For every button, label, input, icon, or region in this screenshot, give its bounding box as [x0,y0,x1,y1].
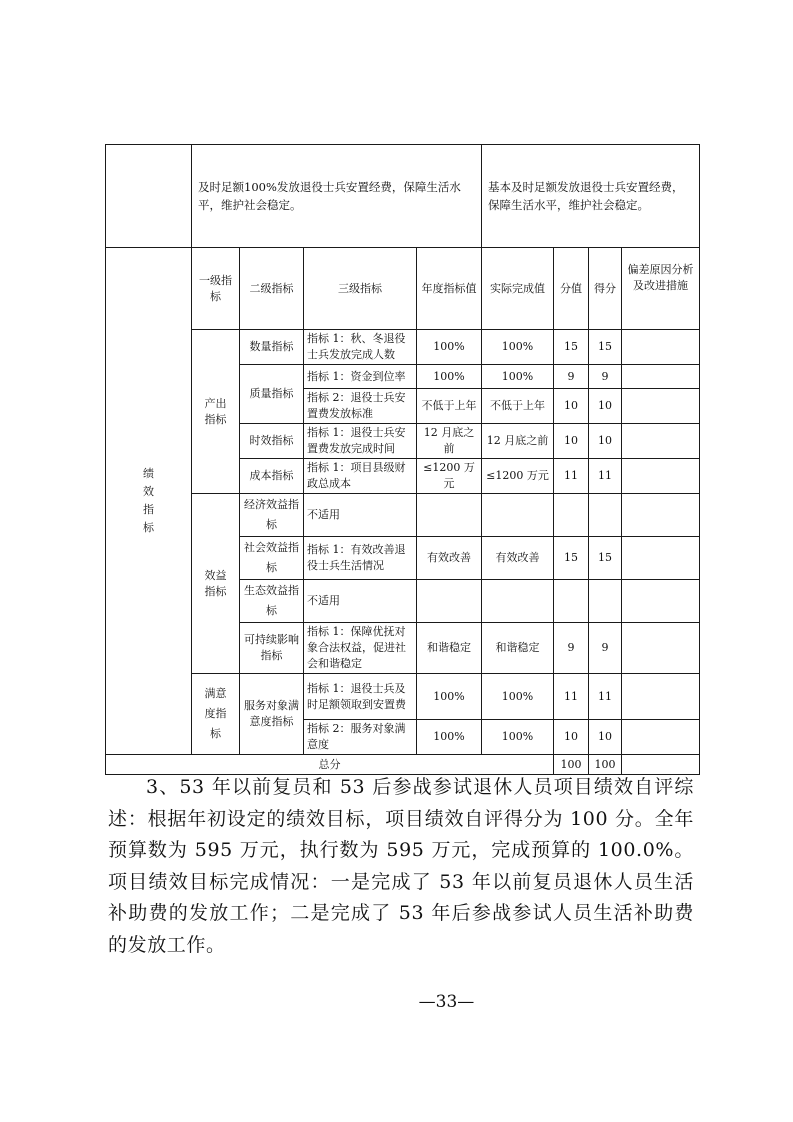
row-weight: 9 [554,365,589,389]
row-score: 15 [589,330,622,365]
header-score: 得分 [589,248,622,330]
row-weight: 11 [554,674,589,720]
row-weight [554,494,589,537]
row-level3: 不适用 [304,494,417,537]
row-level2: 社会效益指标 [240,537,304,580]
header-remark: 偏差原因分析及改进措施 [622,248,700,330]
row-remark [622,623,700,674]
summary-section [108,772,694,961]
row-level3: 指标 1：有效改善退役士兵生活情况 [304,537,417,580]
row-remark [622,674,700,720]
row-actual: 和谐稳定 [482,623,554,674]
row-score: 11 [589,459,622,494]
row-score: 11 [589,674,622,720]
row-level3: 指标 2：服务对象满意度 [304,720,417,755]
row-target: 有效改善 [417,537,482,580]
group-output: 产出指标 [192,330,240,494]
total-score: 100 [589,755,622,775]
row-actual: 有效改善 [482,537,554,580]
header-level2: 二级指标 [240,248,304,330]
row-score [589,494,622,537]
row-target: 不低于上年 [417,389,482,424]
planned-goal: 及时足额100%发放退役士兵安置经费，保障生活水平，维护社会稳定。 [192,145,482,248]
row-score: 10 [589,424,622,459]
row-score: 10 [589,389,622,424]
row-target: 和谐稳定 [417,623,482,674]
row-score: 9 [589,623,622,674]
row-actual: ≤1200 万元 [482,459,554,494]
header-row [106,248,700,330]
row-target: 100% [417,365,482,389]
row-level3: 不适用 [304,580,417,623]
performance-table [105,247,699,775]
row-remark [622,389,700,424]
goals-table [105,144,699,248]
row-actual: 100% [482,720,554,755]
goals-label-cell [106,145,192,248]
row-weight: 10 [554,720,589,755]
row-weight: 15 [554,330,589,365]
row-weight: 11 [554,459,589,494]
row-level3: 指标 1：秋、冬退役士兵发放完成人数 [304,330,417,365]
row-level3: 指标 1：退役士兵及时足额领取到安置费 [304,674,417,720]
row-level3: 指标 1：项目县级财政总成本 [304,459,417,494]
row-level2: 时效指标 [240,424,304,459]
page-number: —33— [418,992,475,1012]
row-remark [622,580,700,623]
row-level3: 指标 1：退役士兵安置费发放完成时间 [304,424,417,459]
row-weight: 9 [554,623,589,674]
row-actual [482,580,554,623]
header-level1: 一级指标 [192,248,240,330]
header-level3: 三级指标 [304,248,417,330]
row-weight [554,580,589,623]
row-actual: 100% [482,330,554,365]
row-score [589,580,622,623]
row-score: 9 [589,365,622,389]
row-actual: 100% [482,365,554,389]
row-score: 15 [589,537,622,580]
group-benefit: 效益指标 [192,494,240,674]
row-score: 10 [589,720,622,755]
row-remark [622,537,700,580]
row-level2: 数量指标 [240,330,304,365]
header-actual: 实际完成值 [482,248,554,330]
row-level2: 经济效益指标 [240,494,304,537]
row-remark [622,459,700,494]
row-level2: 质量指标 [240,365,304,424]
row-weight: 10 [554,389,589,424]
row-remark [622,330,700,365]
table-row [106,494,700,537]
row-target: ≤1200 万元 [417,459,482,494]
summary-paragraph: 3、53 年以前复员和 53 后参战参试退休人员项目绩效自评综述：根据年初设定的绩效目标，项目绩效自评得分为 100 分。全年预算数为 595 万元，执行数为 595 万元，完成预算的 100.0%。项目绩效目标完成情况：一是完成了 53 年以前复员退休人员生活补助费的发放工作；二是完成了 53 年后参战参试人员生活补助费的发放工作。 [108,776,694,956]
row-level2: 成本指标 [240,459,304,494]
row-level2: 生态效益指标 [240,580,304,623]
row-target: 100% [417,330,482,365]
row-actual: 不低于上年 [482,389,554,424]
row-remark [622,424,700,459]
category-cell: 绩效指标 [106,248,192,755]
group-satisfaction: 满意度指标 [192,674,240,755]
row-weight: 10 [554,424,589,459]
row-actual: 100% [482,674,554,720]
row-remark [622,365,700,389]
total-weight: 100 [554,755,589,775]
row-actual: 12 月底之前 [482,424,554,459]
row-target: 100% [417,720,482,755]
row-weight: 15 [554,537,589,580]
row-target: 12 月底之前 [417,424,482,459]
table-row [106,674,700,720]
row-actual [482,494,554,537]
row-remark [622,494,700,537]
table-row [106,330,700,365]
row-target [417,580,482,623]
header-target: 年度指标值 [417,248,482,330]
row-remark [622,720,700,755]
row-level3: 指标 1：保障优抚对象合法权益，促进社会和谐稳定 [304,623,417,674]
total-label: 总分 [106,755,554,775]
row-level2: 可持续影响指标 [240,623,304,674]
row-level2: 服务对象满意度指标 [240,674,304,755]
row-target [417,494,482,537]
header-weight: 分值 [554,248,589,330]
row-target: 100% [417,674,482,720]
row-level3: 指标 1：资金到位率 [304,365,417,389]
row-level3: 指标 2：退役士兵安置费发放标准 [304,389,417,424]
actual-goal: 基本及时足额发放退役士兵安置经费，保障生活水平，维护社会稳定。 [482,145,700,248]
